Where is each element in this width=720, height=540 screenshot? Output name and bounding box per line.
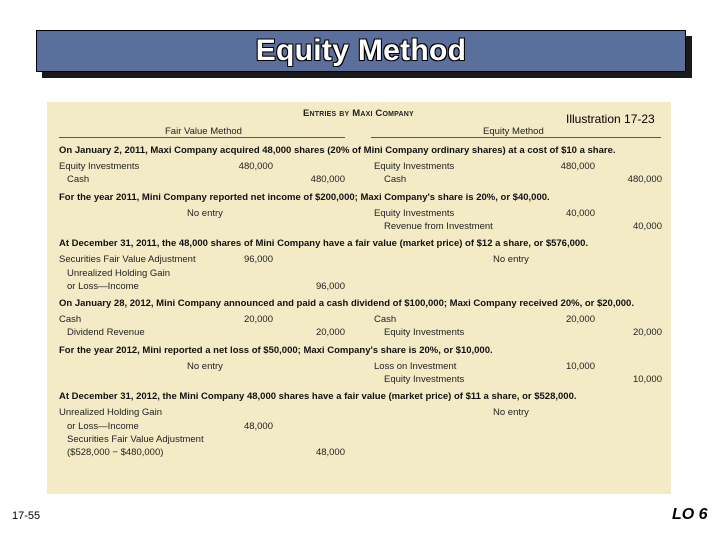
entries-header: Entries by Maxi Company: [303, 108, 414, 119]
left-account-name: Dividend Revenue: [67, 327, 145, 339]
right-account-name: Cash: [374, 314, 397, 326]
right-credit-amount: 10,000: [632, 374, 662, 385]
illustration-label: Illustration 17-23: [566, 112, 655, 126]
right-account-name: Equity Investments: [374, 207, 455, 219]
right-debit-amount: 10,000: [565, 360, 595, 372]
journal-entries-table: [47, 102, 671, 494]
right-debit-amount: 20,000: [565, 314, 595, 326]
right-account-name: No entry: [493, 407, 529, 419]
fair-value-column-header: Fair Value Method: [165, 126, 242, 137]
right-account-name: Equity Investments: [374, 161, 455, 173]
right-credit-amount: 20,000: [632, 327, 662, 339]
left-account-name: Unrealized Holding Gain: [59, 407, 162, 419]
left-account-name: Cash: [59, 314, 82, 326]
left-debit-amount: 20,000: [243, 314, 273, 326]
event-description: On January 2, 2011, Maxi Company acquired 48,000 shares (20% of Mini Company ordinary shares) at a cost of $10 a share.: [59, 145, 616, 156]
left-credit-amount: 480,000: [310, 174, 345, 186]
left-account-name: Cash: [67, 174, 90, 186]
right-debit-amount: 40,000: [565, 207, 595, 219]
event-description: For the year 2012, Mini reported a net loss of $50,000; Maxi Company's share is 20%, or $10,000.: [59, 344, 493, 356]
left-credit-amount: 48,000: [315, 447, 345, 458]
event-description: At December 31, 2011, the 48,000 shares of Mini Company have a fair value (market price) of $12 a share, or $576,000.: [59, 238, 589, 250]
right-account-name: Revenue from Investment: [384, 221, 493, 232]
left-debit-amount: 96,000: [243, 254, 273, 266]
left-account-name: or Loss—Income: [67, 420, 139, 432]
right-header-rule: [371, 137, 661, 138]
right-account-name: No entry: [493, 254, 529, 266]
left-debit-amount: 48,000: [243, 420, 273, 432]
title-bar: [36, 30, 686, 72]
right-account-name: Loss on Investment: [374, 360, 457, 372]
left-debit-amount: 480,000: [238, 161, 273, 173]
right-account-name: Cash: [384, 174, 407, 186]
left-credit-amount: 96,000: [315, 280, 345, 292]
learning-objective: LO 6: [672, 506, 708, 523]
page-number: 17-55: [12, 510, 41, 522]
event-description: On January 28, 2012, Mini Company announced and paid a cash dividend of $100,000; Maxi Company received 20%, or $20,000.: [59, 298, 634, 309]
right-account-name: Equity Investments: [384, 374, 465, 385]
right-debit-amount: 480,000: [560, 161, 595, 173]
left-account-name: No entry: [187, 360, 223, 372]
right-credit-amount: 40,000: [632, 221, 662, 232]
left-account-name: ($528,000 − $480,000): [67, 447, 164, 458]
left-account-name: Unrealized Holding Gain: [67, 267, 170, 279]
left-credit-amount: 20,000: [315, 327, 345, 339]
left-account-name: or Loss—Income: [67, 280, 139, 292]
left-header-rule: [59, 137, 345, 138]
left-account-name: Securities Fair Value Adjustment: [59, 254, 196, 266]
left-account-name: Securities Fair Value Adjustment: [67, 433, 204, 445]
event-description: For the year 2011, Mini Company reported net income of $200,000; Maxi Company's share is 20%, or $40,000.: [59, 191, 550, 203]
event-description: At December 31, 2012, the Mini Company 48,000 shares have a fair value (market price) of $11 a share, or $528,000.: [59, 391, 577, 403]
left-account-name: No entry: [187, 207, 223, 219]
right-credit-amount: 480,000: [627, 174, 662, 186]
right-account-name: Equity Investments: [384, 327, 465, 339]
left-account-name: Equity Investments: [59, 161, 140, 173]
slide-title: Equity Method: [255, 34, 467, 67]
equity-method-column-header: Equity Method: [483, 126, 544, 137]
